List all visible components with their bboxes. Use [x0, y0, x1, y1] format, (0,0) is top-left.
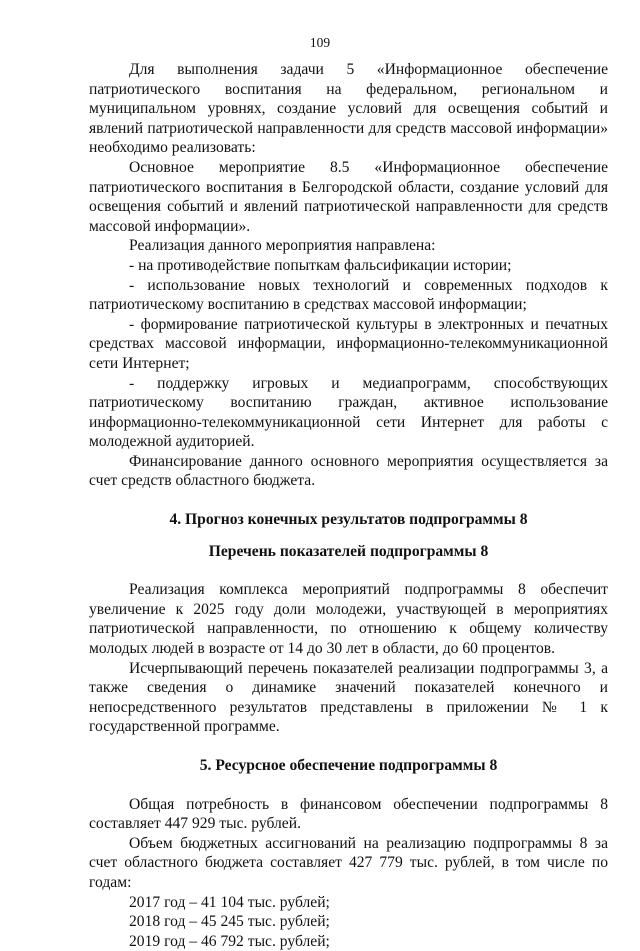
list-item: 2017 год – 41 104 тыс. рублей; [129, 893, 330, 911]
list-item: - на противодействие попыткам фальсификации истории; [129, 256, 512, 274]
page-number: 109 [309, 35, 331, 50]
paragraph-task-5: Для выполнения задачи 5 «Информационное обеспечение патриотического воспитания на федеральном, региональном и муниципальном уровнях, создание условий для освещения событий и явлений патриотической направленности для средств массовой информации» необходимо реализовать: [89, 61, 608, 157]
paragraph-total-need: Общая потребность в финансовом обеспечении подпрограммы 8 составляет 447 929 тыс. рублей. [89, 795, 608, 833]
paragraph-directions-intro: Реализация данного мероприятия направлена: [129, 237, 436, 255]
section-heading: 5. Ресурсное обеспечение подпрограммы 8 [199, 757, 498, 774]
paragraph-indicators: Исчерпывающий перечень показателей реализации подпрограммы 3, а также сведения о динамике значений показателей конечного и непосредственного результатов представлены в приложении № 1 к государственной программе. [89, 659, 608, 736]
section-heading: 4. Прогноз конечных результатов подпрограммы 8 [169, 511, 528, 529]
paragraph-main-activity: Основное мероприятие 8.5 «Информационное обеспечение патриотического воспитания в Белгородской области, создание условий для освещения событий и явлений патриотической направленности для средств массовой информации». [89, 158, 608, 235]
document-body [89, 60, 608, 951]
section-subheading: Перечень показателей подпрограммы 8 [208, 542, 489, 560]
list-item: - формирование патриотической культуры в электронных и печатных средствах массовой информации, информационно-телекоммуникационной сети Интернет; [89, 315, 608, 372]
list-item: 2019 год – 46 792 тыс. рублей; [129, 932, 330, 950]
paragraph-financing: Финансирование данного основного мероприятия осуществляется за счет средств областного бюджета. [89, 452, 608, 490]
list-item: - использование новых технологий и современных подходов к патриотическому воспитанию в средствах массовой информации; [89, 276, 608, 314]
paragraph-results: Реализация комплекса мероприятий подпрограммы 8 обеспечит увеличение к 2025 году доли молодежи, участвующей в мероприятиях патриотической направленности, по отношению к общему количеству молодых людей в возрасте от 14 до 30 лет в области, до 60 процентов. [89, 581, 608, 658]
list-item: - поддержку игровых и медиапрограмм, способствующих патриотическому воспитанию граждан, активное использование информационно-телекоммуникационной сети Интернет для работы с молодежной аудиторией. [89, 374, 608, 451]
paragraph-budget: Объем бюджетных ассигнований на реализацию подпрограммы 8 за счет областного бюджета составляет 427 779 тыс. рублей, в том числе по годам: [89, 834, 608, 891]
list-item: 2018 год – 45 245 тыс. рублей; [129, 913, 330, 931]
